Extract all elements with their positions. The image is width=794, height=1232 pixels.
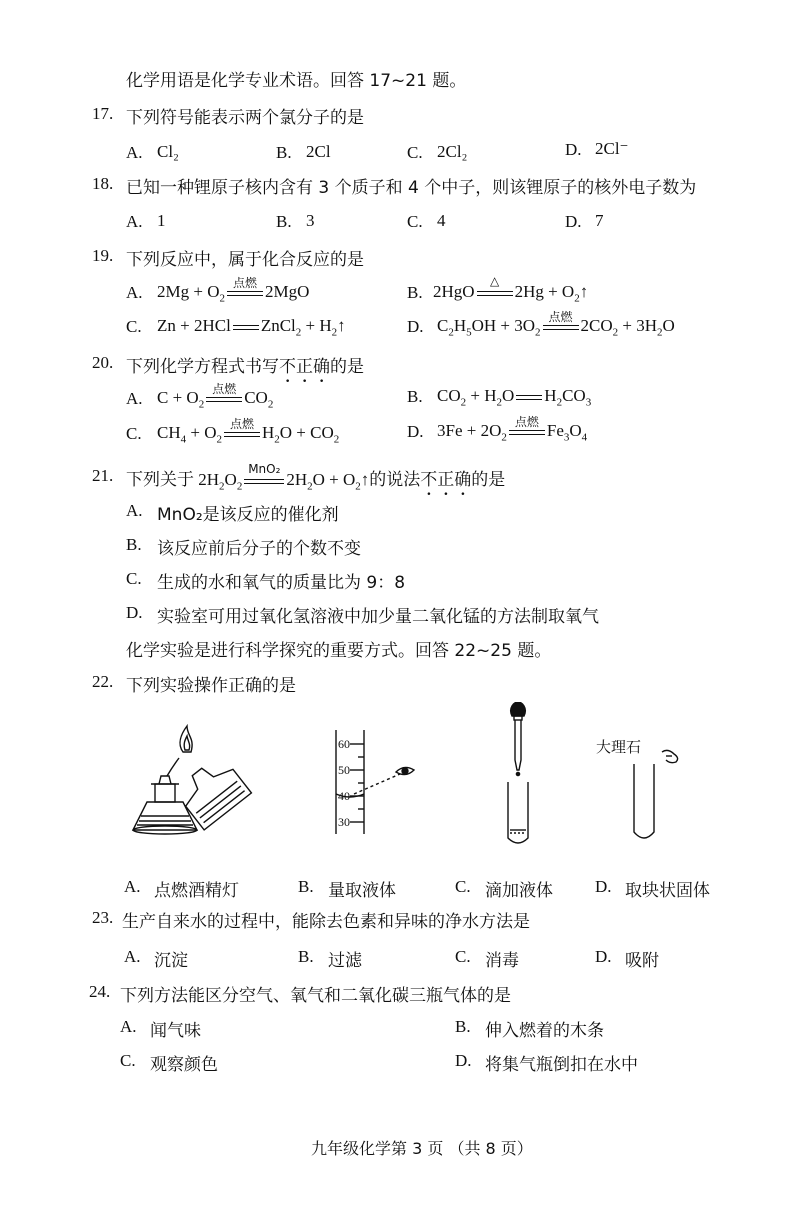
option-a-text: 闻气味: [150, 1021, 201, 1041]
option-label-d: D.: [455, 1051, 472, 1070]
tick-label: 30: [338, 815, 350, 829]
option-c-equation: Zn + 2HCl ZnCl$_2$ + $H_2↑$: [157, 316, 346, 339]
option-label-c: C.: [455, 947, 471, 966]
stem-text: 下列化学方程式书写: [126, 357, 279, 377]
option-a-equation: $2Mg + O_2$ 点燃 2MgO: [157, 276, 310, 305]
stem-text: 的说法: [369, 470, 421, 490]
option-d-text: 吸附: [625, 951, 659, 971]
condition-ignite: 点燃: [232, 276, 257, 291]
question-stem: 下列符号能表示两个氯分子的是: [126, 108, 364, 128]
option-label-c: C.: [407, 143, 423, 162]
option-label-d: D.: [407, 422, 424, 441]
option-a-text: 1: [157, 211, 166, 230]
option-d-text: 取块状固体: [625, 881, 710, 901]
option-a-text: 点燃酒精灯: [154, 881, 239, 901]
option-label-d: D.: [595, 947, 612, 966]
option-label-a: A.: [124, 947, 141, 966]
question-number: 17.: [92, 104, 114, 123]
option-label-a: A.: [124, 877, 141, 896]
option-b-text: 2Cl: [306, 142, 331, 161]
question-number: 21.: [92, 466, 114, 485]
stem-emphasis: 不正确: [279, 357, 330, 377]
condition-ignite: 点燃: [514, 415, 539, 430]
question-stem: 下列实验操作正确的是: [126, 676, 296, 696]
option-label-d: D.: [565, 212, 582, 231]
marble-label: 大理石: [596, 738, 642, 756]
page-footer: 九年级化学第 3 页 （共 8 页）: [311, 1139, 533, 1158]
option-label-b: B.: [298, 877, 314, 896]
tick-label: 40: [338, 789, 350, 803]
option-label-a: A.: [126, 143, 143, 162]
option-label-a: A.: [126, 389, 143, 408]
option-label-d: D.: [407, 317, 424, 336]
option-label-b: B.: [407, 283, 423, 302]
alcohol-lamp-figure: [125, 722, 255, 840]
stem-emphasis: 不正确: [420, 470, 472, 490]
question-stem: 已知一种锂原子核内含有 3 个质子和 4 个中子，则该锂原子的核外电子数为: [126, 178, 697, 198]
stem-text: 下列关于: [126, 470, 194, 490]
condition-ignite: 点燃: [212, 382, 237, 397]
tick-label: 50: [338, 763, 350, 777]
section-intro-1: 化学用语是化学专业术语。回答 17~21 题。: [126, 71, 467, 91]
option-label-c: C.: [126, 569, 142, 588]
option-c-text: 4: [437, 211, 446, 230]
question-stem: 生产自来水的过程中，能除去色素和异味的净水方法是: [122, 912, 530, 932]
section-intro-2: 化学实验是进行科学探究的重要方式。回答 22~25 题。: [126, 641, 552, 661]
option-b-equation: 2HgO △ $2Hg + O_2↑$: [433, 274, 589, 305]
option-label-a: A.: [126, 212, 143, 231]
option-b-text: 该反应前后分子的个数不变: [157, 539, 361, 559]
option-c-text: 滴加液体: [485, 881, 553, 901]
option-label-c: C.: [126, 317, 142, 336]
question-number: 23.: [92, 908, 114, 927]
option-label-a: A.: [120, 1017, 137, 1036]
option-a-text: Cl₂: [157, 142, 179, 161]
question-stem: 下列反应中，属于化合反应的是: [126, 250, 364, 270]
condition-heat: △: [489, 274, 500, 289]
option-c-text: 生成的水和氧气的质量比为 9：8: [157, 573, 406, 593]
option-label-c: C.: [120, 1051, 136, 1070]
question-number: 22.: [92, 672, 114, 691]
option-a-text: MnO₂是该反应的催化剂: [157, 505, 339, 525]
condition-ignite: 点燃: [229, 417, 254, 432]
question-stem: [126, 352, 364, 387]
option-c-equation: $CH_4 + O_2$ 点燃 $H_2O + CO_2$: [157, 417, 340, 446]
option-a-equation: $C + O_2$ 点燃 $CO_2$: [157, 382, 274, 411]
option-c-text: 观察颜色: [150, 1055, 218, 1075]
option-d-equation: $C_2H_5OH + 3O_2$ 点燃 $2CO_2 + 3H_2O$: [437, 310, 675, 339]
option-d-text: 将集气瓶倒扣在水中: [485, 1055, 638, 1075]
option-label-d: D.: [126, 603, 143, 622]
option-b-text: 伸入燃着的木条: [485, 1021, 604, 1041]
option-label-b: B.: [276, 212, 292, 231]
option-d-equation: $3Fe + 2O_2$ 点燃 $Fe_3O_4$: [437, 415, 588, 444]
stem-text: 的是: [330, 357, 364, 377]
option-a-text: 沉淀: [154, 951, 188, 971]
option-b-text: 3: [306, 211, 315, 230]
option-d-text: 7: [595, 211, 604, 230]
option-label-b: B.: [407, 387, 423, 406]
question-number: 20.: [92, 353, 114, 372]
option-label-b: B.: [455, 1017, 471, 1036]
option-label-b: B.: [298, 947, 314, 966]
option-label-c: C.: [407, 212, 423, 231]
option-label-d: D.: [565, 140, 582, 159]
option-label-c: C.: [126, 424, 142, 443]
question-number: 24.: [89, 982, 111, 1001]
option-d-text: 实验室可用过氧化氢溶液中加少量二氧化锰的方法制取氧气: [157, 607, 599, 627]
question-number: 19.: [92, 246, 114, 265]
condition-ignite: 点燃: [548, 310, 573, 325]
option-b-text: 过滤: [328, 951, 362, 971]
option-label-b: B.: [126, 535, 142, 554]
condition-catalyst: MnO₂: [248, 462, 281, 477]
option-c-text: 消毒: [485, 951, 519, 971]
question-number: 18.: [92, 174, 114, 193]
option-label-d: D.: [595, 877, 612, 896]
option-b-equation: $CO_2 + H_2O$ $H_2CO_3$: [437, 386, 592, 409]
question-stem: 下列方法能区分空气、氧气和二氧化碳三瓶气体的是: [120, 986, 511, 1006]
option-label-b: B.: [276, 143, 292, 162]
option-d-text: 2Cl⁻: [595, 139, 629, 158]
graduated-cylinder-figure: [330, 726, 430, 838]
question-stem: 下列关于 $2H_2O_2$ MnO₂ $2H_2O$ + $O_2↑$的说法不正确的是: [126, 462, 506, 493]
tick-label: 60: [338, 737, 350, 751]
option-b-text: 量取液体: [328, 881, 396, 901]
stem-text: 的是: [471, 470, 506, 490]
option-label-a: A.: [126, 283, 143, 302]
dropper-figure: [498, 702, 538, 848]
option-label-a: A.: [126, 501, 143, 520]
option-c-text: 2Cl₂: [437, 142, 468, 161]
option-label-c: C.: [455, 877, 471, 896]
